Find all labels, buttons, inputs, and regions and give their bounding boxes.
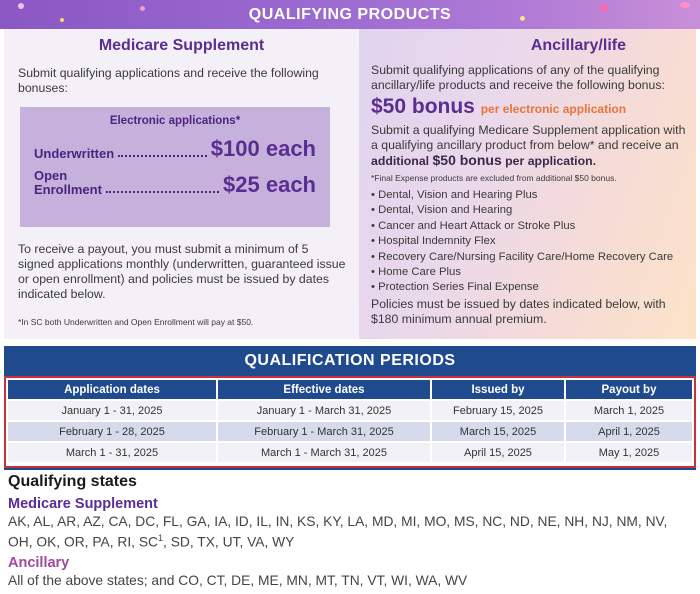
list-item: • Protection Series Final Expense [371,281,539,294]
confetti-dot [60,18,64,22]
list-item: • Recovery Care/Nursing Facility Care/Home Recovery Care [371,250,674,263]
list-item: • Hospital Indemnity Flex [371,235,496,248]
qualification-periods-title: QUALIFICATION PERIODS [244,352,456,369]
table-row [8,443,692,462]
underwritten-label: Underwritten [34,146,115,161]
table-cell: April 1, 2025 [566,422,692,441]
medicare-states-title: Medicare Supplement [8,496,158,512]
medicare-intro: Submit qualifying applications and receive the following bonuses: [18,66,319,95]
table-header-row [8,380,692,399]
medicare-states-line2a: OH, OK, OR, PA, RI, SC [8,534,159,550]
ancillary-life-panel [359,29,696,339]
qualification-periods [4,346,696,470]
table-cell: May 1, 2025 [566,443,692,462]
additional-bold-1: additional [371,154,433,168]
col-application-dates: Application dates [8,380,216,399]
list-item: • Cancer and Heart Attack or Stroke Plus [371,219,576,232]
product-list [371,188,686,296]
banner-title: QUALIFYING PRODUCTS [248,5,452,23]
periods-table [6,378,694,464]
medicare-states-line1: AK, AL, AR, AZ, CA, DC, FL, GA, IA, ID, IL, IN, KS, KY, LA, MD, MI, MO, MS, NC, ND, NE, NH, NJ, NM, NV, [8,514,668,529]
qualifying-products-banner [0,0,700,29]
confetti-dot [140,6,145,11]
table-cell: February 1 - March 31, 2025 [218,422,430,441]
ancillary-intro: Submit qualifying applications of any of the qualifying ancillary/life products and receive the following bonus: [371,63,665,92]
ancillary-states-list: All of the above states; and CO, CT, DE, ME, MN, MT, TN, VT, WI, WA, WV [8,572,468,588]
list-item: • Dental, Vision and Hearing [371,204,513,217]
ancillary-title: Ancillary/life [530,37,626,54]
ancillary-closing: Policies must be issued by dates indicated below, with $180 minimum annual premium. [371,296,666,326]
periods-table-frame [4,376,696,468]
additional-bold-2: per application. [501,154,597,168]
bonus-sub: per electronic application [480,102,627,116]
list-item: • Dental, Vision and Hearing Plus [371,189,538,201]
open-enrollment-row [34,169,316,197]
confetti-dot [18,3,24,9]
additional-prefix: Submit a qualifying Medicare Supplement application with a qualifying ancillary product from below* and receive an [371,123,686,152]
sc-footnote-marker: 1 [158,533,164,543]
open-label-line2: Enrollment [34,182,102,197]
open-enrollment-label [34,169,102,197]
table-cell: February 1 - 28, 2025 [8,422,216,441]
qualifying-states [8,473,698,589]
table-cell: March 1 - March 31, 2025 [218,443,430,462]
fifty-bonus [371,95,686,121]
table-cell: March 1 - 31, 2025 [8,443,216,462]
underwritten-row [34,137,316,161]
medicare-supplement-panel [4,29,359,339]
confetti-dot [520,16,525,21]
underwritten-amount: $100 each [210,136,316,161]
col-effective-dates: Effective dates [218,380,430,399]
confetti-dot [600,4,608,12]
states-title: Qualifying states [8,473,137,490]
sc-footnote: *In SC both Underwritten and Open Enrollment will pay at $50. [18,317,254,327]
medicare-title: Medicare Supplement [98,37,265,54]
table-row [8,401,692,420]
dot-leader [118,155,207,157]
col-issued-by: Issued by [432,380,564,399]
dot-leader [106,191,219,193]
col-payout-by: Payout by [566,380,692,399]
electronic-bonus-box [20,107,330,227]
payout-requirements: To receive a payout, you must submit a minimum of 5 signed applications monthly (underwritten, guaranteed issue or open enrollment) and policies must be issued by dates indicated below. [18,242,346,301]
electronic-applications-title: Electronic applications* [109,115,241,127]
products-panels [4,29,696,339]
table-cell: January 1 - March 31, 2025 [218,401,430,420]
open-label-line1: Open [34,168,68,183]
final-expense-footnote: *Final Expense products are excluded from additional $50 bonus. [371,173,617,183]
ancillary-states-title: Ancillary [8,554,70,571]
medicare-states-list [8,513,698,551]
confetti-dot [680,2,690,8]
table-row [8,422,692,441]
table-cell: January 1 - 31, 2025 [8,401,216,420]
table-cell: March 1, 2025 [566,401,692,420]
open-enrollment-amount: $25 each [223,172,316,197]
additional-amount: $50 bonus [432,152,502,168]
table-cell: April 15, 2025 [432,443,564,462]
list-item: • Home Care Plus [371,266,461,279]
medicare-states-line2b: , SD, TX, UT, VA, WY [163,534,295,550]
bonus-amount: $50 bonus [371,95,475,118]
additional-bonus-text [371,123,686,169]
table-cell: February 15, 2025 [432,401,564,420]
table-cell: March 15, 2025 [432,422,564,441]
